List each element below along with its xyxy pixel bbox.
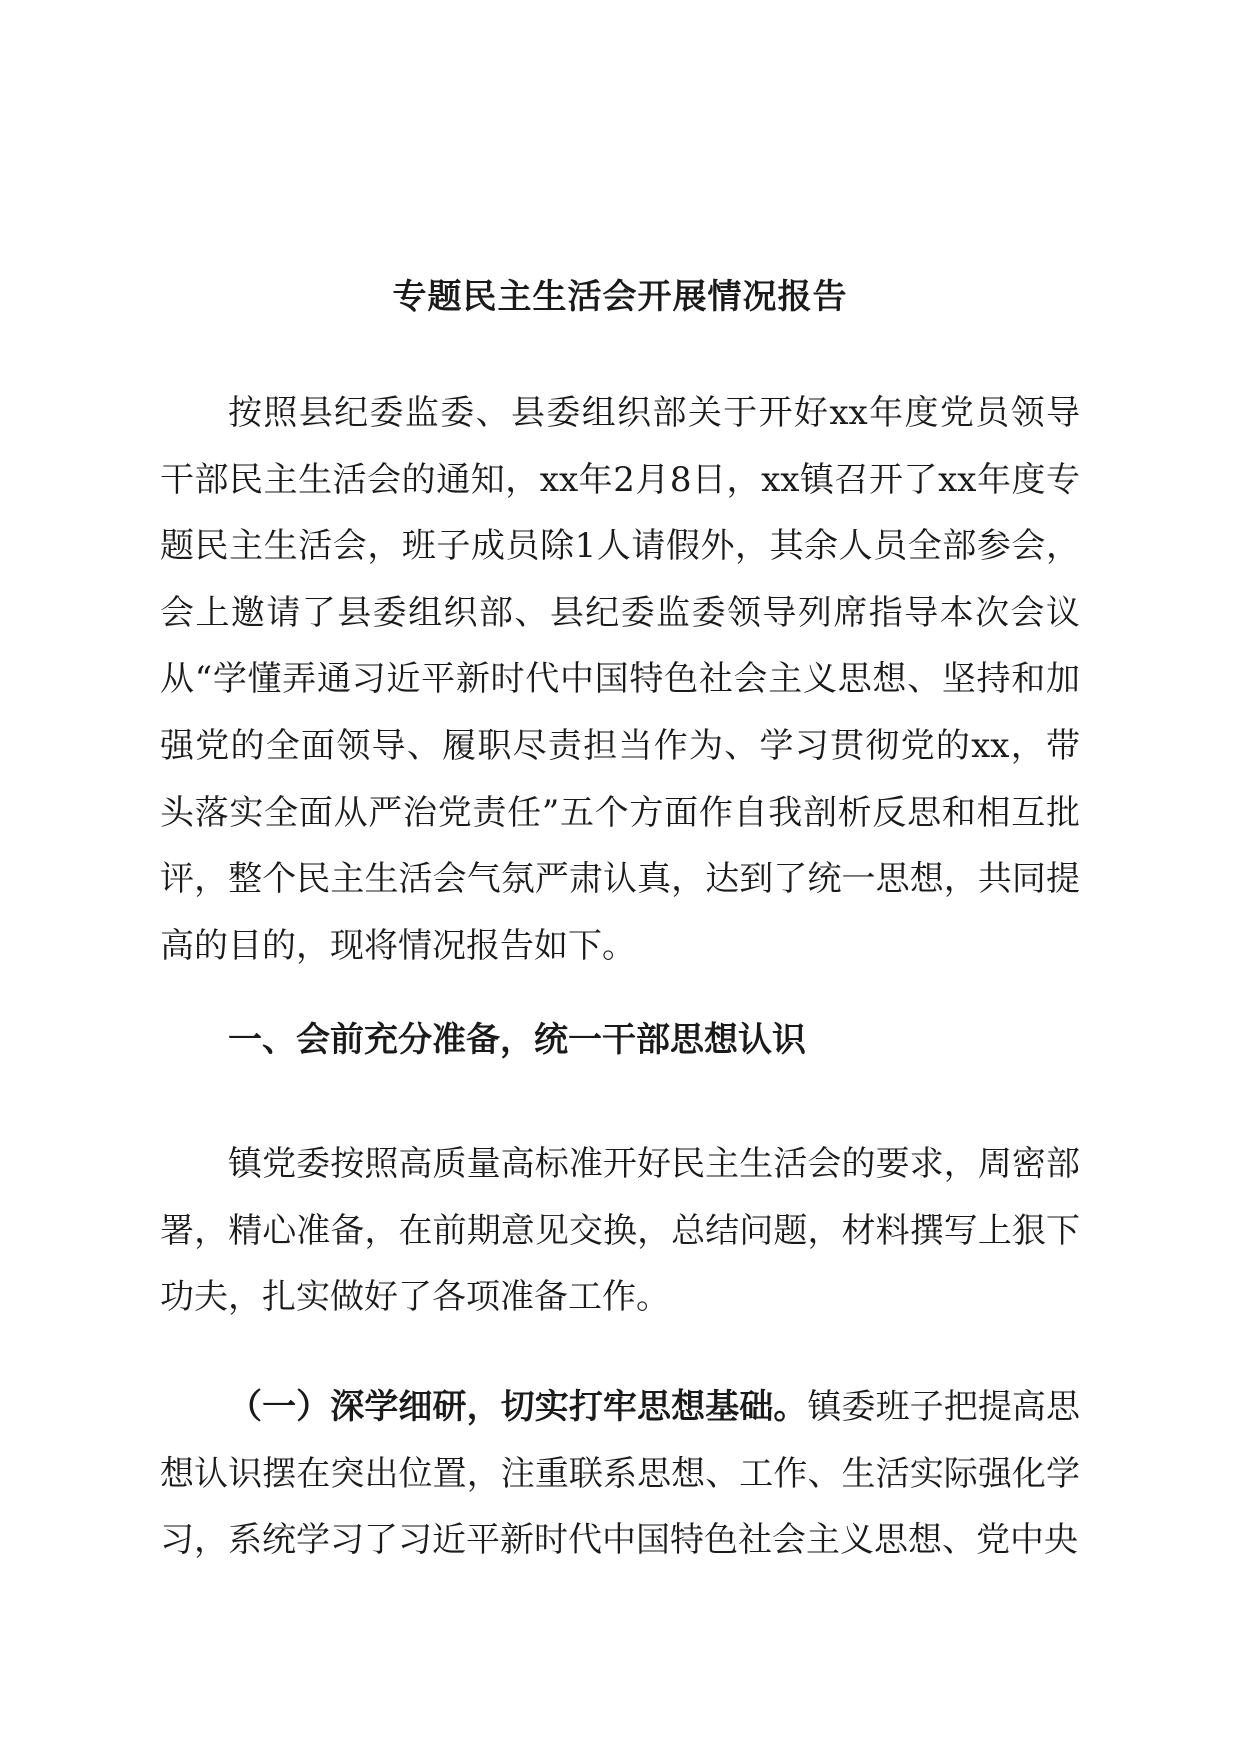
intro-paragraph: 按照县纪委监委、县委组织部关于开好xx年度党员领导干部民主生活会的通知，xx年2月8日，xx镇召开了xx年度专题民主生活会，班子成员除1人请假外，其余人员全部参会，会上邀请了县委组织部、县纪委监委领导列席指导本次会议从“学懂弄通习近平新时代中国特色社会主义思想、坚持和加强党的全面领导、履职尽责担当作为、学习贯彻党的xx，带头落实全面从严治党责任”五个方面作自我剖析反思和相互批评，整个民主生活会气氛严肃认真，达到了统一思想，共同提高的目的，现将情况报告如下。 — [160, 393, 1080, 966]
subsection-1-text: 镇委班子把提高思想认识摆在突出位置，注重联系思想、工作、生活实际强化学习，系统学习了习近平新时代中国特色社会主义思想、党中央 — [160, 1387, 1081, 1561]
section-1-paragraph: 镇党委按照高质量高标准开好民主生活会的要求，周密部署，精心准备，在前期意见交换，总结问题，材料撰写上狠下功夫，扎实做好了各项准备工作。 — [160, 1144, 1080, 1318]
document-title: 专题民主生活会开展情况报告 — [392, 277, 848, 317]
subsection-1-paragraph — [160, 1374, 1080, 1574]
subsection-1-lead: （一）深学细研，切实打牢思想基础。 — [228, 1387, 808, 1427]
section-heading-1: 一、会前充分准备，统一干部思想认识 — [228, 1020, 806, 1060]
